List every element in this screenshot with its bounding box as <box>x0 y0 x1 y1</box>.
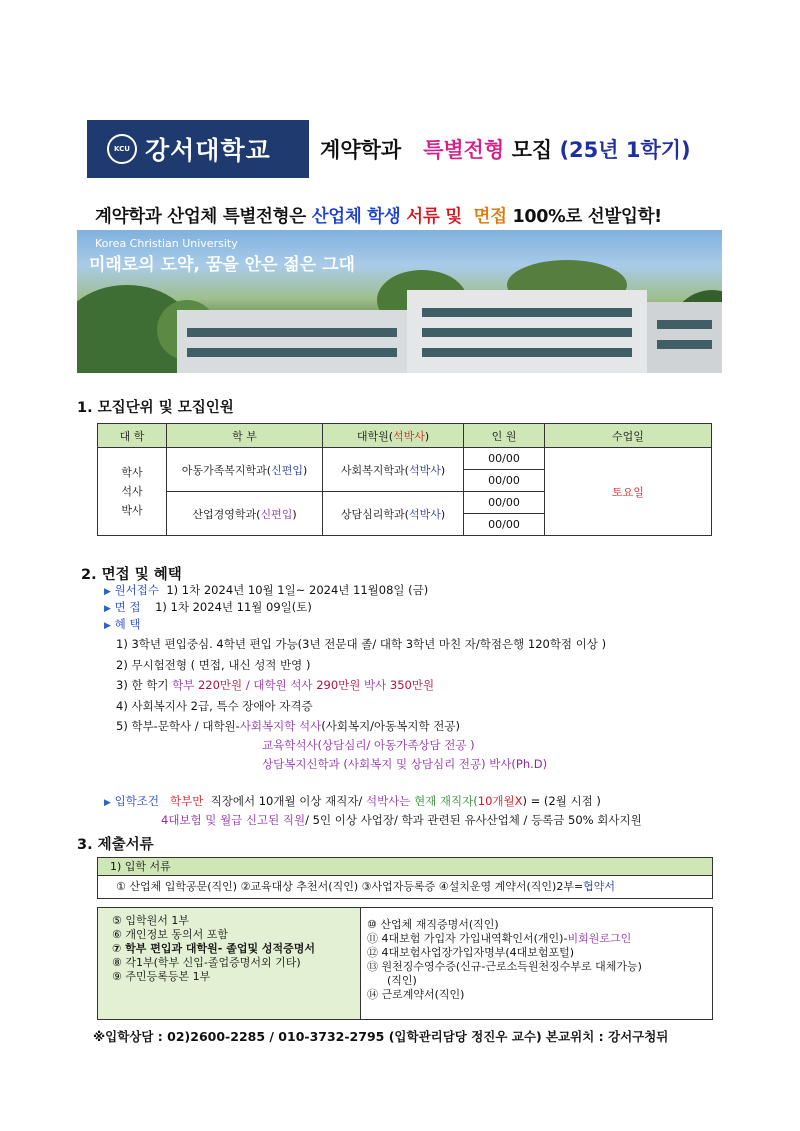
additional-documents-box <box>97 907 713 1020</box>
interview-line: ▶ 면 접 1) 1차 2024년 11월 09일(토) <box>104 600 312 614</box>
benefit-item: 2) 무시험전형 ( 면접, 내신 성적 반영 ) <box>116 658 311 672</box>
box-content: ① 산업체 입학공문(직인) ②교육대상 추천서(직인) ③사업자등록증 ④설치운영 계약서(직인)2부=협약서 <box>116 880 616 893</box>
triangle-bullet-icon: ▶ <box>104 587 111 597</box>
title-highlight: 특별전형 <box>423 138 505 162</box>
document-item: ⑨ 주민등록등본 1부 <box>112 970 211 983</box>
document-item: ⑬ 원천징수영수증(신규-근로소득원천징수부로 대체가능) <box>367 960 642 973</box>
header-college: 대 학 <box>98 424 167 448</box>
count-cell: 00/00 <box>464 448 545 470</box>
document-item: ⑥ 개인정보 동의서 포함 <box>112 928 228 941</box>
major-cell: 산업경영학과(신편입) <box>167 492 323 536</box>
page-subtitle <box>95 203 662 228</box>
university-name: 강서대학교 <box>145 136 271 165</box>
header-major: 학 부 <box>167 424 323 448</box>
benefit-item: 5) 학부-문학사 / 대학원-사회복지학 석사(사회복지/아동복지학 전공) <box>116 719 460 733</box>
document-item: ⑤ 입학원서 1부 <box>112 914 189 927</box>
documents-left-column <box>98 908 361 1019</box>
triangle-bullet-icon: ▶ <box>104 798 111 808</box>
benefit-item: 3) 한 학기 학부 220만원 / 대학원 석사 290만원 박사 350만원 <box>116 678 435 692</box>
campus-banner-image <box>77 230 722 373</box>
admission-condition: ▶ 입학조건 학부만 직장에서 10개월 이상 재직자/ 석박사는 현재 재직자(10개월X) = (2월 시점 ) <box>104 794 601 808</box>
benefit-line: ▶ 혜 택 <box>104 617 141 631</box>
college-degrees: 학사 석사 박사 <box>98 448 167 536</box>
banner-english-text: Korea Christian University <box>95 237 238 250</box>
title-term: (25년 1학기) <box>559 138 691 162</box>
class-day-cell: 토요일 <box>545 448 712 536</box>
header-class-day: 수업일 <box>545 424 712 448</box>
subtitle-highlight: 산업체 학생 <box>311 207 401 227</box>
document-item: ⑭ 근로계약서(직인) <box>367 988 465 1001</box>
benefit-item-cont: 상담복지신학과 (사회복지 및 상담심리 전공) 박사(Ph.D) <box>262 757 548 771</box>
recruitment-table <box>97 423 712 536</box>
major-cell: 아동가족복지학과(신편입) <box>167 448 323 492</box>
benefit-item: 4) 사회복지사 2급, 특수 장애아 자격증 <box>116 699 313 713</box>
page-title <box>320 134 691 164</box>
admission-documents-box <box>97 857 713 899</box>
title-part: 모집 <box>511 138 553 162</box>
university-logo <box>87 120 309 178</box>
title-part: 계약학과 <box>320 138 402 162</box>
grad-cell: 상담심리학과(석박사) <box>323 492 464 536</box>
university-seal-icon <box>107 134 137 164</box>
count-cell: 00/00 <box>464 470 545 492</box>
apply-line: ▶ 원서접수 1) 1차 2024년 10월 1일~ 2024년 11월08일 (금) <box>104 583 429 597</box>
documents-right-column <box>361 908 712 1019</box>
count-cell: 00/00 <box>464 514 545 536</box>
section-heading-documents: 3. 제출서류 <box>77 837 154 853</box>
triangle-bullet-icon: ▶ <box>104 621 111 631</box>
seal-text: KCU <box>114 145 130 153</box>
document-item: ⑧ 각1부(학부 신입-졸업증명서외 기타) <box>112 956 301 969</box>
document-item-cont: (직인) <box>387 974 417 987</box>
subtitle-part: 100%로 선발입학! <box>512 207 662 227</box>
grad-cell: 사회복지학과(석박사) <box>323 448 464 492</box>
section-heading-recruitment: 1. 모집단위 및 모집인원 <box>77 400 234 416</box>
box-title: 1) 입학 서류 <box>98 858 712 876</box>
benefit-item-cont: 교육학석사(상담심리/ 아동가족상담 전공 ) <box>262 738 475 752</box>
subtitle-highlight: 면접 <box>473 207 507 227</box>
triangle-bullet-icon: ▶ <box>104 604 111 614</box>
subtitle-highlight: 서류 및 <box>406 207 462 227</box>
benefit-item: 1) 3학년 편입중심. 4학년 편입 가능(3년 전문대 졸/ 대학 3학년 마친 자/학점은행 120학점 이상 ) <box>116 637 607 651</box>
count-cell: 00/00 <box>464 492 545 514</box>
subtitle-part: 계약학과 산업체 특별전형은 <box>95 207 306 227</box>
header-count: 인 원 <box>464 424 545 448</box>
header-grad: 대학원(석박사) <box>323 424 464 448</box>
admission-condition-cont: 4대보험 및 월급 신고된 직원/ 5인 이상 사업장/ 학과 관련된 유사산업체 / 등록금 50% 회사지원 <box>161 813 642 827</box>
document-item: ⑦ 학부 편입과 대학원- 졸업및 성적증명서 <box>112 942 316 955</box>
document-item: ⑩ 산업체 재직증명서(직인) <box>367 918 499 931</box>
contact-footer: ※입학상담 : 02)2600-2285 / 010-3732-2795 (입학관리담당 정진우 교수) 본교위치 : 강서구청뒤 <box>93 1029 669 1044</box>
document-item: ⑫ 4대보험사업장가입자명부(4대보험포털) <box>367 946 575 959</box>
banner-slogan: 미래로의 도약, 꿈을 안은 젊은 그대 <box>89 255 355 275</box>
section-heading-interview: 2. 면접 및 혜택 <box>81 567 182 583</box>
document-item: ⑪ 4대보험 가입자 가입내역확인서(개인)-비회원로그인 <box>367 932 632 945</box>
